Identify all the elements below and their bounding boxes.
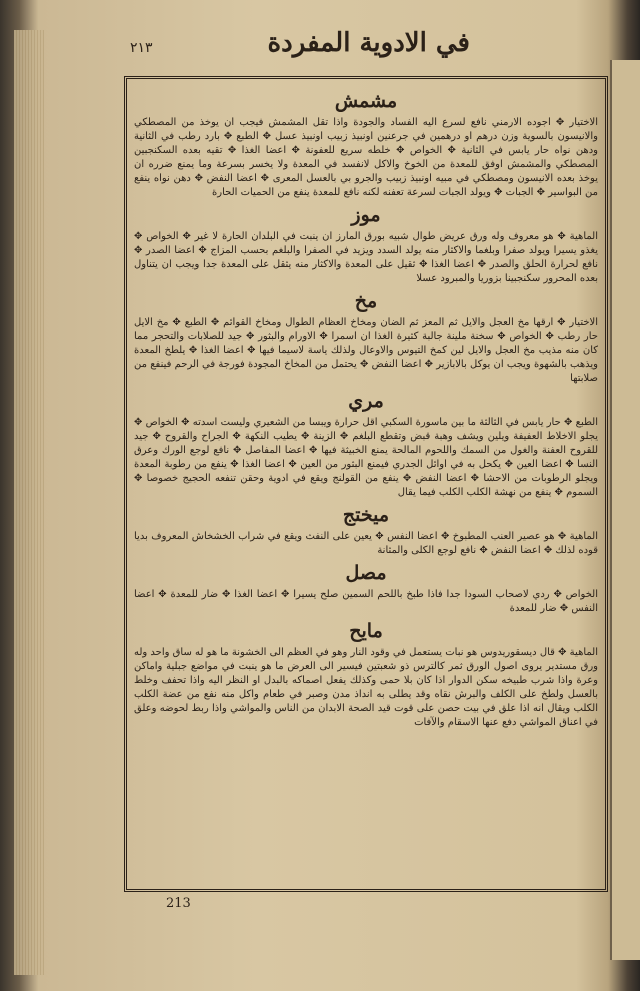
entry-body: الماهية ✥ قال ديسقوريدوس هو نبات يستعمل في وقود النار وهو في العظم الى الخشونة ما هو له ساق واحد وله ورق مستدير يروى اصول الورق ثمر كالترس ذو شعبتين فيسير الى العرض ما هو ينبت في مواضع جبلية واماكن وعرة واذا شرب طبيخه سكن الدوار اذا كان بلا حمى وكذلك يفعل اصماكه بالبدل او النظر اليه واذا تحفف وخلط بالعسل ولطخ على الكلف والبرش نقاه وقد يطلى به انداذ مدن وصبر في طعام واكل منه نفع من عضة الكلب الكلب ويقال انه اذا علق في بيت حصن على قوت قيد الصحة الابدان من الناس والمواشي واذا ربط لحوضه وعلق في اعناق المواشي دفع عنها الاسقام والآفات [134,647,598,728]
entry-title: موز [351,204,381,226]
entry-body: الاختيار ✥ ارقها مخ العجل والايل ثم المعز ثم الضان ومخاخ العظام الطوال ومخاخ القوائم ✥ الطبع ✥ مخ الايل حار رطب ✥ الخواص ✥ سخنة ملينة جالبة كثيرة الغذا ان اسمرا ✥ الاورام والبثور ✥ جيد للصلابات والتحجر مما كان منه مذيب مخ العجل والايل لين كمخ التيوس والاوعال ولذلك ياسة لاسيما فيها ✥ اعضا الغذا ✥ يلطخ المعدة ويذهب بالشهوة ويجب ان يوكل بالابازير ✥ اعضا النفض ✥ يحتمل من المخاخ المجودة فورجة في الرحم فينفع من صلابتها [134,317,598,384]
entry [134,620,598,730]
entry-title: مايح [349,620,383,642]
entry [134,290,598,386]
entry-body: الماهية ✥ هو معروف وله ورق عريض طوال شبيه بورق المارز ان ينبت في البلدان الحارة لا غير ✥ الخواص ✥ يغذو يسيرا ويولد صفرا وبلغما والاكثار منه يولد السدد ويزيد في الصفرا والبلغم بحسب المزاج ✥ اعضا الصدر ✥ نافع لحرارة الحلق والصدر ✥ اعضا الغذا ✥ ثقيل على المعدة والاكثار منه يثقل على المعدة جدا ويجب ان يتناول بعده المحرور سكنجبينا بزوريا والمبرود عسلا [134,231,598,284]
page-header [120,28,610,70]
entry-title: مري [348,390,384,412]
entry-title: مخ [354,290,378,312]
facing-page-edge [610,60,640,960]
entry-title: مشمش [334,90,398,112]
entry [134,90,598,200]
arabic-page-number: ٢١٣ [130,40,153,56]
entry [134,204,598,286]
entry-body: الخواص ✥ ردي لاصحاب السودا جدا فاذا طبخ باللحم السمين صلح يسيرا ✥ اعضا الغذا ✥ ضار للمعدة ✥ اعضا النفس ✥ ضار للمعدة [134,589,598,614]
running-title: في الادوية المفردة [267,28,470,58]
entry [134,390,598,500]
entry-title: مصل [345,562,387,584]
entry-body: الطبع ✥ حار يابس في الثالثة ما بين ماسورة السكبي اقل حرارة ويبسا من الشعيري وليست اسدته ✥ الخواص ✥ يجلو الاخلاط العفيفة ويلين ويشف وهبة قبض وتقطع البلغم ✥ الزينة ✥ يطيب النكهة ✥ الجراح والقروح ✥ جيد للقروح العفنة والغول من السمك واللحوم المالحة يمنع الخبيثة فيها ✥ اعضا المفاصل ✥ نافع لوجع الورك وعرق النسا ✥ اعضا العين ✥ يكحل به في اوائل الجدري فيمنع البثور من العين ✥ اعضا الغذا ✥ ينفع من رطوبة المعدة ويجلو الرطوبات من الاحشا ✥ اعضا النفض ✥ ينفع من القولنج ويقع في ادوية وحقن تنفعه الحجيج خصوصا ✥ السموم ✥ ينفع من نهشة الكلب الكلب فيما يقال [134,417,598,498]
page-content [134,88,598,884]
entry-body: الماهية ✥ هو عصير العنب المطبوخ ✥ اعضا النفس ✥ يعين على النفث ويقع في شراب الخشخاش المعروف بديا قوده لذلك ✥ اعضا النفض ✥ نافع لوجع الكلى والمثانة [134,531,598,556]
entry [134,562,598,616]
page-edges [14,30,44,975]
entry-body: الاختيار ✥ اجوده الارمني نافع لسرع اليه الفساد والجودة واذا تقل المشمش فيجب ان يوخذ من المصطكي والانيسون بالسوية وزن درهم او درهمين في جرعنين اونبيذ زبيب اونبيذ عسل ✥ الطبع ✥ بارد رطب في الثانية ودهن نواه حار يابس في الثانية ✥ الخواص ✥ خلطه سريع للعفونة ✥ اعضا الغذا ✥ تقيه بعده السكنجبين المصطكي والمشمش اوفق للمعدة من الخوخ والاكل لانفسد في المعدة ولا يخسر بسرعة وما يمنع ضرره ان يوخذ بعده الانيسون ومصطكي في مبيه اونبيذ زبيب والجرو بي بالعسل المعرى ✥ اعضا النفض ✥ دهن نواه ينفع من البواسير ✥ الجبات ✥ ويولد الجبات لسرعة تعفنه لكنه نافع للمعدة ينفع من الحميات الحارة [134,117,598,198]
entry [134,504,598,558]
footer-page-number: 213 [166,896,191,911]
entry-title: ميختج [342,504,390,526]
